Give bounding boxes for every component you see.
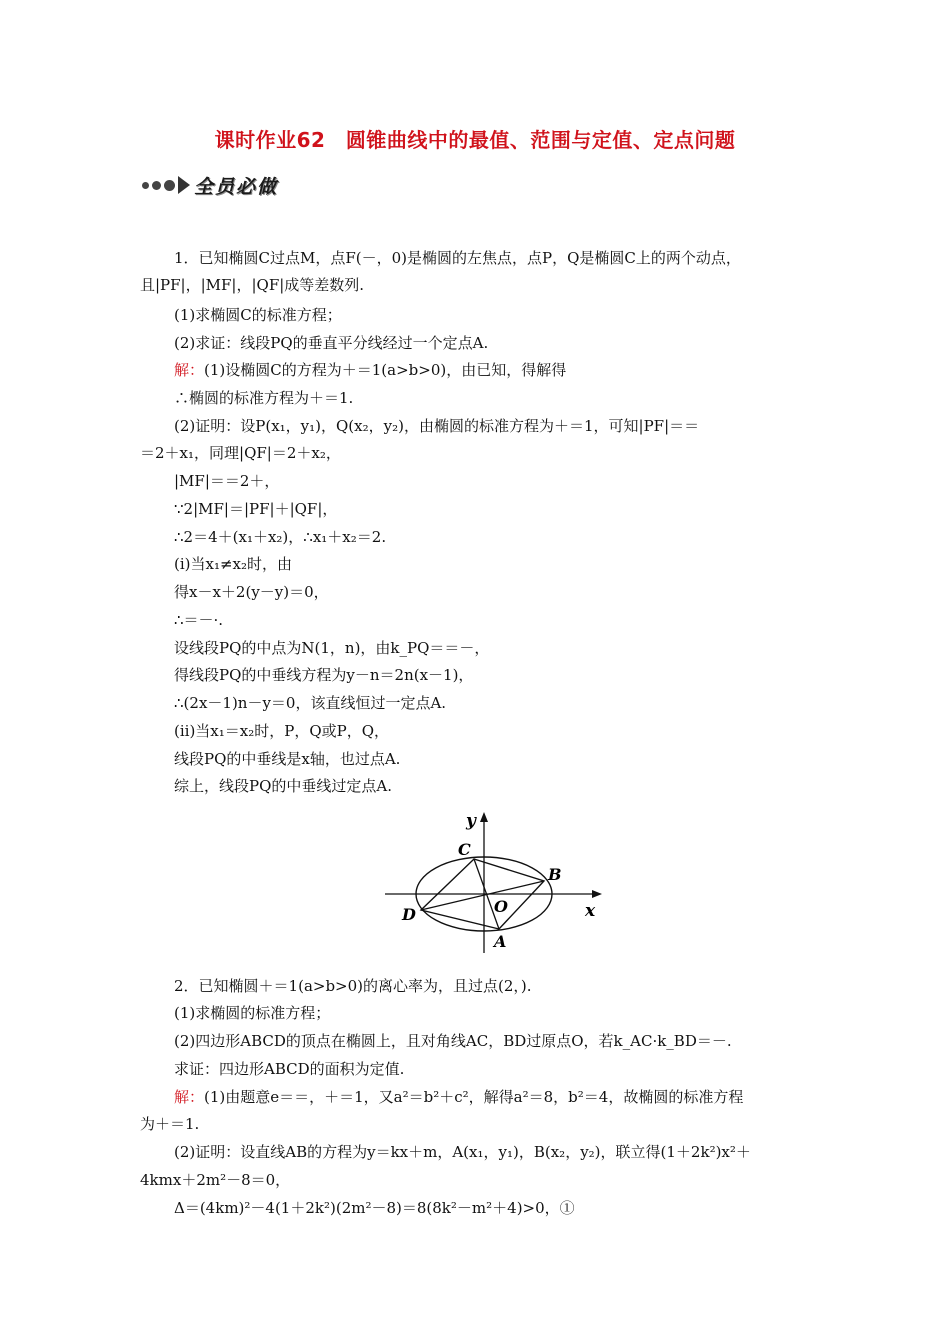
line-text: (2)四边形ABCD的顶点在椭圆上，且对角线AC，BD过原点O，若k_AC·k_BD＝－. xyxy=(174,1032,732,1050)
text-line xyxy=(174,499,337,519)
point-b-label: B xyxy=(548,865,562,884)
text-line xyxy=(174,721,389,741)
line-text: 4kmx＋2m²－8＝0， xyxy=(140,1171,291,1189)
line-text: 得线段PQ的中垂线方程为y－n＝2n(x－1)， xyxy=(174,666,474,684)
line-text: (2)证明：设直线AB的方程为y＝kx＋m，A(x₁，y₁)，B(x₂，y₂)，联立得(1＋2k²)x²＋ xyxy=(174,1143,751,1161)
line-text: 为＋＝1. xyxy=(140,1115,200,1133)
text-line xyxy=(174,610,223,630)
text-line xyxy=(174,1087,743,1107)
point-d-label: D xyxy=(402,905,416,924)
line-text: (ⅱ)当x₁＝x₂时，P，Q或P，Q， xyxy=(174,722,390,740)
line-text: (2)求证：线段PQ的垂直平分线经过一个定点A. xyxy=(174,334,489,352)
line-text: 2．已知椭圆＋＝1(a>b>0)的离心率为，且过点(2，). xyxy=(174,977,532,995)
text-line xyxy=(174,749,400,769)
text-line xyxy=(174,776,392,796)
section-banner xyxy=(142,172,278,198)
line-text: ∴椭圆的标准方程为＋＝1. xyxy=(174,389,354,407)
text-line xyxy=(174,416,699,436)
solution-label: 解： xyxy=(174,1088,205,1106)
line-text: 设线段PQ的中点为N(1，n)，由k_PQ＝＝－， xyxy=(174,639,490,657)
line-text: ∴＝－·. xyxy=(174,611,224,629)
bullet-dot-icon xyxy=(164,180,175,191)
text-line xyxy=(174,1059,404,1079)
ellipse-figure xyxy=(380,808,610,958)
line-text: 1．已知椭圆C过点M，点F(－，0)是椭圆的左焦点，点P，Q是椭圆C上的两个动点， xyxy=(174,249,741,267)
line-text: (1)由题意e＝＝，＋＝1，又a²＝b²＋c²，解得a²＝8，b²＝4，故椭圆的标准方程 xyxy=(204,1088,744,1106)
text-line xyxy=(174,388,353,408)
line-text: (1)求椭圆C的标准方程； xyxy=(174,306,342,324)
line-text: 综上，线段PQ的中垂线过定点A. xyxy=(174,777,392,795)
text-line xyxy=(174,582,329,602)
text-line xyxy=(174,665,473,685)
line-text: 求证：四边形ABCD的面积为定值. xyxy=(174,1060,405,1078)
text-line xyxy=(140,1170,290,1190)
y-axis-label: y xyxy=(466,811,476,831)
text-line xyxy=(140,1114,199,1134)
line-text: 得x－x＋2(y－y)＝0， xyxy=(174,583,329,601)
solution-label: 解： xyxy=(174,361,205,379)
y-axis-arrow-icon xyxy=(480,812,488,822)
line-text: |MF|＝＝2＋， xyxy=(174,472,280,490)
section-banner-label: 全员必做 xyxy=(194,175,279,198)
text-line xyxy=(174,554,292,574)
x-axis-arrow-icon xyxy=(592,890,602,898)
line-text: (2)证明：设P(x₁，y₁)，Q(x₂，y₂)，由椭圆的标准方程为＋＝1，可知|PF|＝＝ xyxy=(174,417,700,435)
line-text: ∴2＝4＋(x₁＋x₂)，∴x₁＋x₂＝2. xyxy=(174,528,387,546)
text-line xyxy=(174,527,386,547)
text-line xyxy=(174,305,342,325)
line-text: (1)求椭圆的标准方程； xyxy=(174,1004,331,1022)
point-a-label: A xyxy=(494,932,507,951)
text-line xyxy=(174,638,489,658)
text-line xyxy=(174,333,488,353)
text-line xyxy=(174,471,279,491)
point-o-label: O xyxy=(494,897,508,916)
text-line xyxy=(174,1198,575,1218)
text-line xyxy=(174,360,566,380)
bullet-dot-icon xyxy=(142,182,149,189)
arrow-right-icon xyxy=(178,176,190,194)
line-text: Δ＝(4km)²－4(1＋2k²)(2m²－8)＝8(8k²－m²＋4)>0，① xyxy=(174,1199,575,1217)
text-line xyxy=(174,1031,732,1051)
diagonal-bd xyxy=(421,881,544,910)
text-line xyxy=(174,693,446,713)
text-line xyxy=(140,275,364,295)
line-text: 线段PQ的中垂线是x轴，也过点A. xyxy=(174,750,401,768)
line-text: ∴(2x－1)n－y＝0，该直线恒过一定点A. xyxy=(174,694,447,712)
line-text: 且|PF|，|MF|，|QF|成等差数列. xyxy=(140,276,365,294)
text-line xyxy=(174,248,741,268)
point-c-label: C xyxy=(458,840,471,859)
line-text: ∵2|MF|＝|PF|＋|QF|， xyxy=(174,500,338,518)
text-line xyxy=(174,976,532,996)
bullet-dot-icon xyxy=(152,181,161,190)
x-axis-label: x xyxy=(585,901,596,921)
line-text: (ⅰ)当x₁≠x₂时，由 xyxy=(174,555,293,573)
line-text: ＝2＋x₁，同理|QF|＝2＋x₂， xyxy=(140,444,341,462)
text-line xyxy=(174,1003,330,1023)
text-line xyxy=(140,443,341,463)
line-text: (1)设椭圆C的方程为＋＝1(a>b>0)，由已知，得解得 xyxy=(204,361,567,379)
page-title: 课时作业62 圆锥曲线中的最值、范围与定值、定点问题 xyxy=(214,128,736,152)
text-line xyxy=(174,1142,751,1162)
